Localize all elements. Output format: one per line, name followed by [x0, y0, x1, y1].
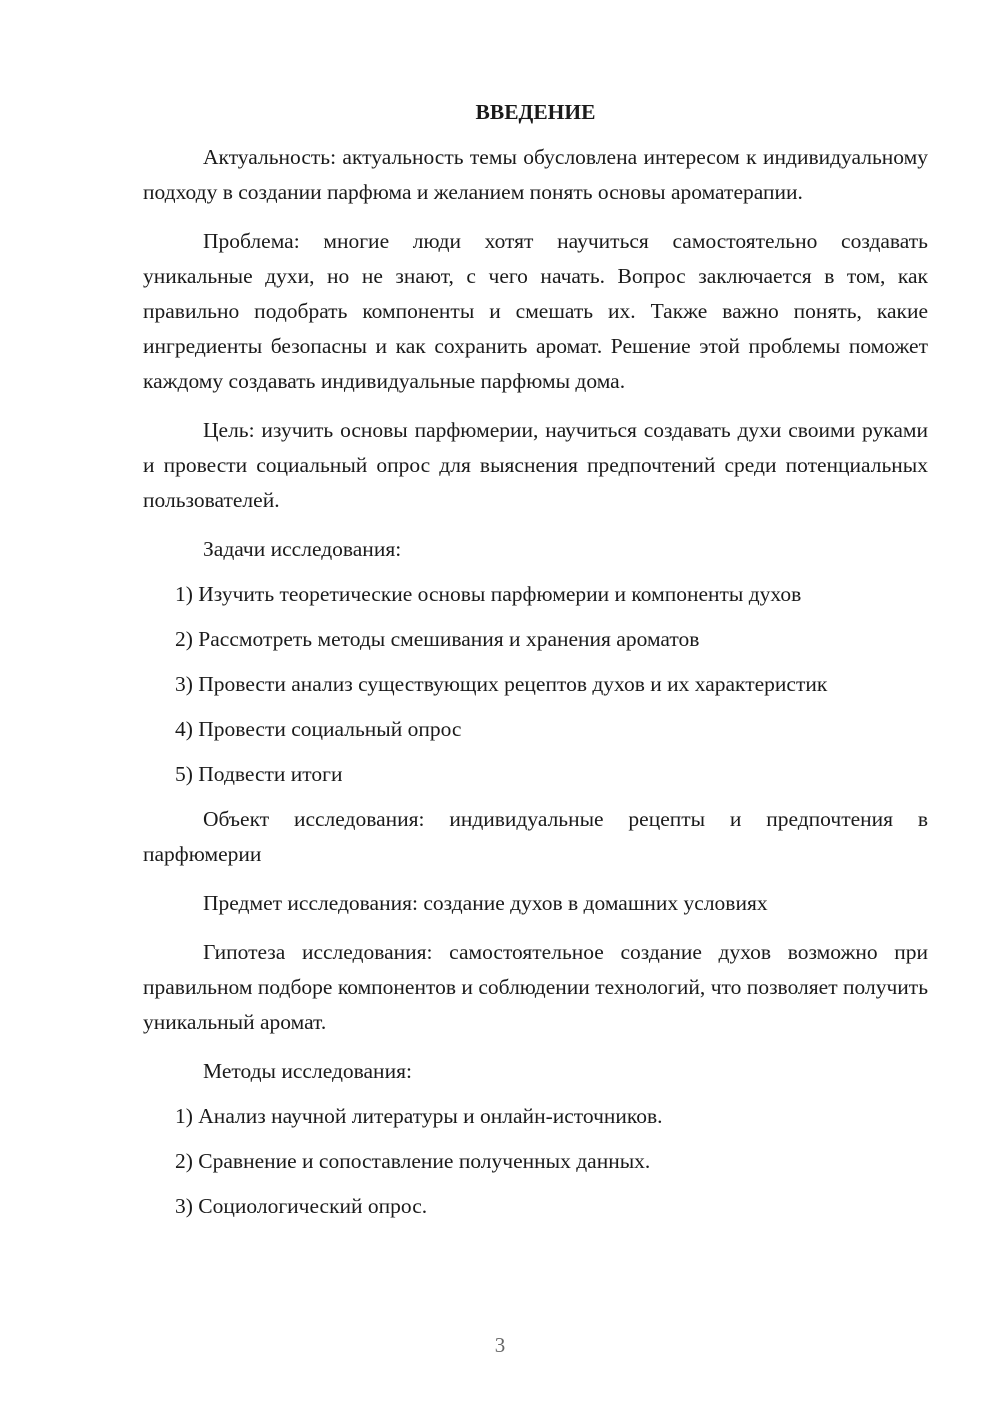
methods-heading: Методы исследования: [203, 1059, 412, 1083]
section-title: ВВЕДЕНИЕ [475, 100, 596, 124]
list-item: 3) Провести анализ существующих рецептов духов и их характеристик [175, 672, 828, 696]
list-item: 1) Анализ научной литературы и онлайн-источников. [175, 1104, 663, 1128]
list-item: 4) Провести социальный опрос [175, 717, 462, 741]
document-page [143, 95, 928, 1234]
hypothesis-paragraph: Гипотеза исследования: самостоятельное создание духов возможно при правильном подборе компонентов и соблюдении технологий, что позволяет получить уникальный аромат. [143, 940, 928, 1034]
subject-paragraph: Предмет исследования: создание духов в домашних условиях [203, 891, 768, 915]
list-item: 1) Изучить теоретические основы парфюмерии и компоненты духов [175, 582, 802, 606]
goal-paragraph: Цель: изучить основы парфюмерии, научиться создавать духи своими руками и провести социальный опрос для выяснения предпочтений среди потенциальных пользователей. [143, 418, 928, 512]
page-number: 3 [494, 1333, 506, 1357]
tasks-heading: Задачи исследования: [203, 537, 402, 561]
list-item: 2) Рассмотреть методы смешивания и хранения ароматов [175, 627, 700, 651]
relevance-paragraph: Актуальность: актуальность темы обусловлена интересом к индивидуальному подходу в создании парфюма и желанием понять основы ароматерапии. [143, 145, 928, 204]
methods-list [143, 1099, 928, 1224]
list-item: 2) Сравнение и сопоставление полученных данных. [175, 1149, 651, 1173]
tasks-list [143, 577, 928, 792]
list-item: 5) Подвести итоги [175, 762, 343, 786]
list-item: 3) Социологический опрос. [175, 1194, 428, 1218]
object-paragraph: Объект исследования: индивидуальные рецепты и предпочтения в парфюмерии [143, 807, 928, 866]
problem-paragraph: Проблема: многие люди хотят научиться самостоятельно создавать уникальные духи, но не знают, с чего начать. Вопрос заключается в том, как правильно подобрать компоненты и смешать их. Также важно понять, какие ингредиенты безопасны и как сохранить аромат. Решение этой проблемы поможет каждому создавать индивидуальные парфюмы дома. [143, 229, 928, 393]
